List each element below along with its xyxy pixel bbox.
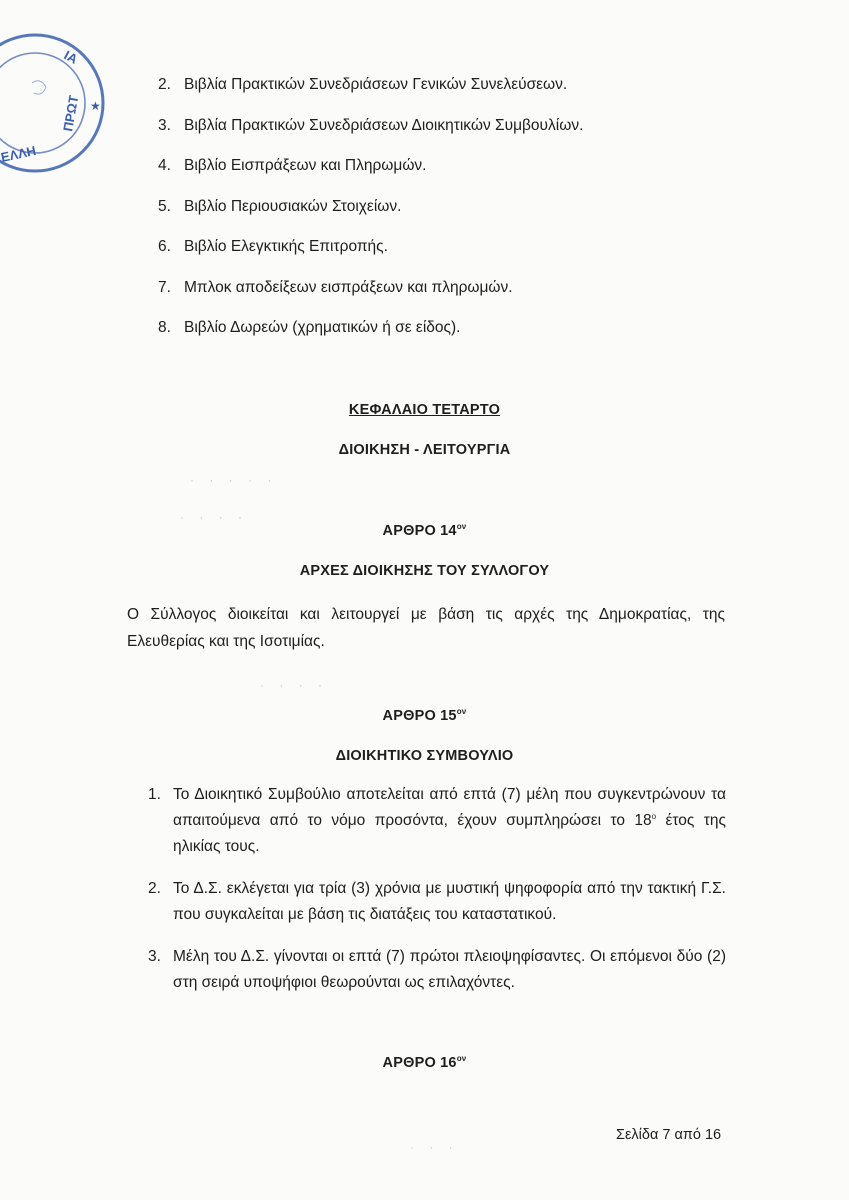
bleed-through-mark: · · · <box>410 1140 459 1154</box>
list-number: 7. <box>158 278 171 296</box>
book-list-item <box>158 72 583 113</box>
article-label: ΑΡΘΡΟ 16 <box>382 1055 457 1071</box>
article-label: ΑΡΘΡΟ 15 <box>382 708 457 724</box>
list-number: 1. <box>148 786 161 803</box>
board-rule-item <box>148 876 726 928</box>
article-label: ΑΡΘΡΟ 14 <box>382 523 457 539</box>
list-text: Το Δ.Σ. εκλέγεται για τρία (3) χρόνια με μυστική ψηφοφορία από την τακτική Γ.Σ. που συγκαλείται με βάση τις διατάξεις του καταστατικού. <box>173 880 726 923</box>
stamp-seal <box>0 28 110 178</box>
bleed-through-mark: · · · · <box>260 678 328 692</box>
list-text: Μέλη του Δ.Σ. γίνονται οι επτά (7) πρώτοι πλειοψηφίσαντες. Οι επόμενοι δύο (2) στη σειρά υποψήφιοι θεωρούνται ως επιλαχόντες. <box>173 948 726 991</box>
list-text: Βιβλία Πρακτικών Συνεδριάσεων Διοικητικών Συμβουλίων. <box>184 116 584 134</box>
board-rule-item <box>148 782 726 860</box>
list-number: 3. <box>158 116 171 134</box>
article-16-heading <box>0 1055 849 1071</box>
list-number: 4. <box>158 157 171 174</box>
list-number: 2. <box>158 76 171 93</box>
list-text: Μπλοκ αποδείξεων εισπράξεων και πληρωμών. <box>184 278 513 296</box>
book-list-item <box>158 234 583 275</box>
list-number: 2. <box>148 880 161 897</box>
ordinal-suffix: ον <box>456 1054 467 1064</box>
book-list-item <box>158 315 583 356</box>
list-number: 6. <box>158 238 171 255</box>
ordinal-suffix: ον <box>456 707 467 717</box>
svg-text:ΕΛΛΗ: ΕΛΛΗ <box>0 142 38 165</box>
ordinal-suffix: ον <box>456 522 467 532</box>
article-15-title: ΔΙΟΙΚΗΤΙΚΟ ΣΥΜΒΟΥΛΙΟ <box>335 748 514 764</box>
article-15-heading <box>0 708 849 724</box>
bleed-through-mark: · · · · · <box>190 473 278 487</box>
book-list-item <box>158 153 583 194</box>
list-text: Βιβλίο Περιουσιακών Στοιχείων. <box>184 197 402 215</box>
book-list-item <box>158 113 583 154</box>
list-number: 5. <box>158 197 171 215</box>
chapter-subtitle: ΔΙΟΙΚΗΣΗ - ΛΕΙΤΟΥΡΓΙΑ <box>338 442 511 458</box>
ordinal-suffix: ο <box>651 811 657 821</box>
list-text: Βιβλίο Δωρεών (χρηματικών ή σε είδος). <box>184 319 461 336</box>
article-14-body: Ο Σύλλογος διοικείται και λειτουργεί με βάση τις αρχές της Δημοκρατίας, της Ελευθερίας και της Ισοτιμίας. <box>127 606 725 650</box>
svg-text:ΠΡΩΤ: ΠΡΩΤ <box>60 94 82 133</box>
book-list-item <box>158 194 583 235</box>
list-text: έτος της ηλικίας τους. <box>173 812 727 855</box>
list-text: Βιβλία Πρακτικών Συνεδριάσεων Γενικών Συνελεύσεων. <box>184 76 568 93</box>
list-text: Το Διοικητικό Συμβούλιο αποτελείται από επτά (7) μέλη που συγκεντρώνουν τα απαιτούμενα από το νόμο προσόντα, έχουν συμπληρώσει το 18 <box>173 786 726 829</box>
list-number: 8. <box>158 319 171 336</box>
list-text: Βιβλίο Εισπράξεων και Πληρωμών. <box>184 157 427 174</box>
page-number: Σελίδα 7 από 16 <box>616 1127 722 1143</box>
article-14-heading <box>0 523 849 539</box>
book-list <box>158 72 583 356</box>
article-14-title: ΑΡΧΕΣ ΔΙΟΙΚΗΣΗΣ ΤΟΥ ΣΥΛΛΟΓΟΥ <box>299 563 550 579</box>
board-rule-item <box>148 944 726 996</box>
svg-text:★: ★ <box>90 99 101 113</box>
book-list-item <box>158 275 583 316</box>
chapter-title: ΚΕΦΑΛΑΙΟ ΤΕΤΑΡΤΟ <box>348 402 501 418</box>
board-rules-list <box>148 782 726 1012</box>
bleed-through-mark: · · · · <box>180 510 248 524</box>
list-number: 3. <box>148 948 161 965</box>
svg-text:ΙΑ: ΙΑ <box>61 47 81 67</box>
list-text: Βιβλίο Ελεγκτικής Επιτροπής. <box>184 238 388 255</box>
